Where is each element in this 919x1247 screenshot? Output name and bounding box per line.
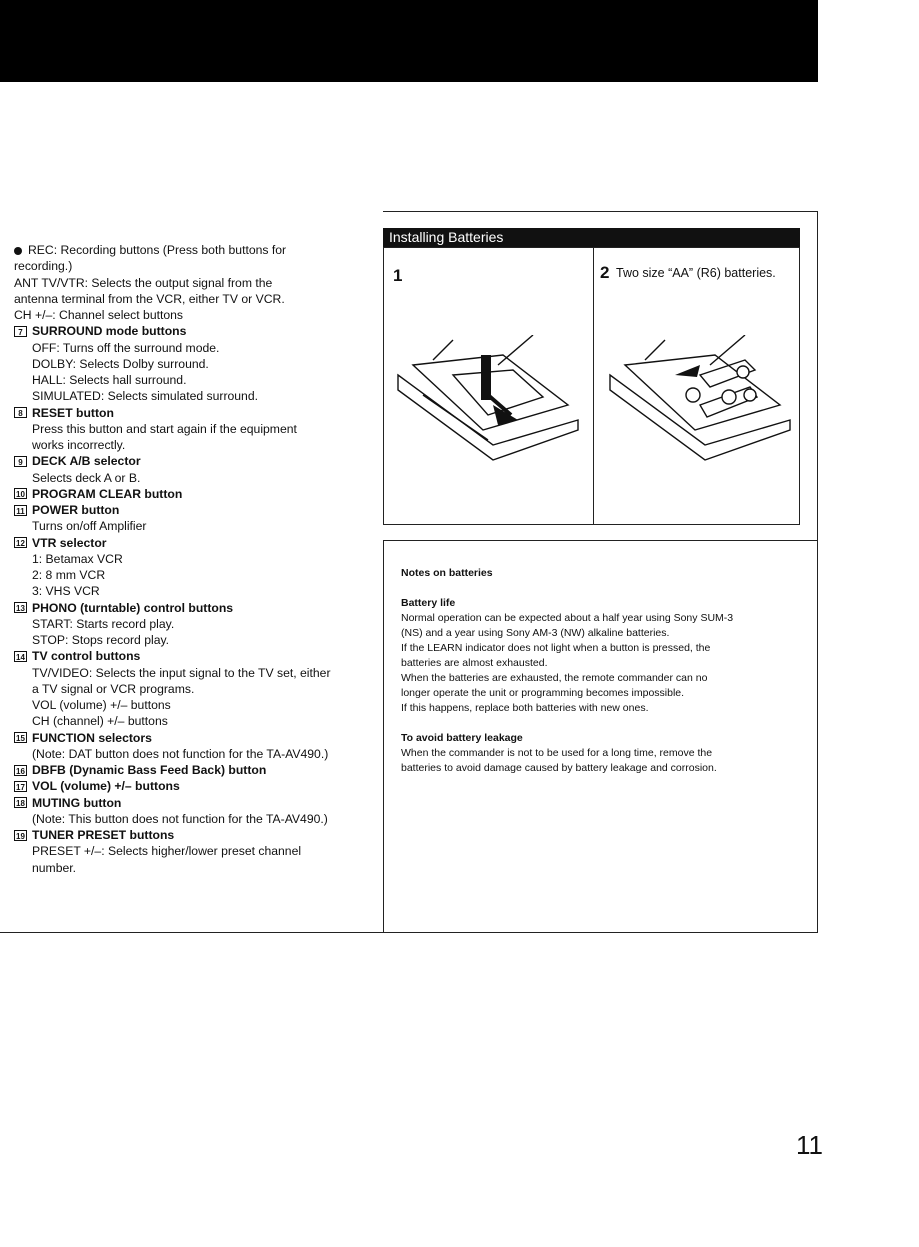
item-heading: 13 PHONO (turntable) control buttons [14,600,364,616]
item-number-badge: 14 [14,651,27,662]
column-divider [383,540,384,933]
item-heading: 12 VTR selector [14,535,364,551]
item-description-line: TV/VIDEO: Selects the input signal to the TV set, either [32,665,331,680]
item-description-line: Turns on/off Amplifier [32,519,147,534]
item-heading: 18 MUTING button [14,795,364,811]
page-number: 11 [796,1130,823,1160]
item-description-line: START: Starts record play. [32,616,175,631]
intro-line: REC: Recording buttons (Press both buttons for [14,242,364,258]
item-description-line: 3: VHS VCR [32,584,100,599]
remote-battery-cover-illustration [393,335,583,475]
item-description-line: VOL (volume) +/– buttons [32,698,171,712]
step-2-number: 2 [600,263,610,282]
installing-batteries-title: Installing Batteries [383,228,800,247]
note-line: If the LEARN indicator does not light when a button is pressed, the [401,642,711,654]
item-number-badge: 17 [14,781,27,792]
frame-right-line [817,211,818,933]
item-description-line: OFF: Turns off the surround mode. [32,340,220,355]
item-heading: 17 VOL (volume) +/– buttons [14,778,364,794]
item-description-line: CH (channel) +/– buttons [32,714,168,729]
item-number-badge: 7 [14,326,27,337]
item-description-line: 1: Betamax VCR [32,551,123,566]
item-description-line: PRESET +/–: Selects higher/lower preset channel [32,844,302,859]
step-1-number: 1 [393,266,403,285]
intro-line: ANT TV/VTR: Selects the output signal from the [14,275,273,290]
note-line: Normal operation can be expected about a half year using Sony SUM-3 [401,612,734,624]
intro-line: antenna terminal from the VCR, either TV or VCR. [14,291,285,306]
battery-minus-icon [744,389,756,401]
note-line: longer operate the unit or programming becomes impossible. [401,687,685,699]
item-description-line: STOP: Stops record play. [32,633,170,647]
item-description-line: (Note: DAT button does not function for the TA-AV490.) [32,746,329,761]
frame-bottom-line [0,932,818,933]
item-number-badge: 18 [14,797,27,808]
battery-life-heading: Battery life [401,597,456,609]
note-line: (NS) and a year using Sony AM-3 (NW) alkaline batteries. [401,627,670,639]
item-description-line: (Note: This button does not function for the TA-AV490.) [32,811,328,826]
item-description-line: DOLBY: Selects Dolby surround. [32,356,209,371]
item-description-line: 2: 8 mm VCR [32,568,106,582]
notes-on-batteries [401,566,801,776]
item-heading: 19 TUNER PRESET buttons [14,827,364,843]
bullet-icon [14,247,22,255]
item-number-badge: 8 [14,407,27,418]
item-number-badge: 11 [14,505,27,516]
note-line: When the batteries are exhausted, the remote commander can no [401,672,708,684]
item-description-line: Press this button and start again if the equipment [32,421,297,436]
item-description-line: Selects deck A or B. [32,470,141,485]
item-number-badge: 19 [14,830,27,841]
remote-buttons-description [14,242,364,876]
item-heading: 7 SURROUND mode buttons [14,323,364,339]
notes-heading: Notes on batteries [401,567,493,579]
intro-line: CH +/–: Channel select buttons [14,308,184,322]
item-description-line: HALL: Selects hall surround. [32,373,187,387]
item-number-badge: 15 [14,732,27,743]
item-description-line: works incorrectly. [32,438,126,452]
leakage-heading: To avoid battery leakage [401,732,523,744]
item-number-badge: 9 [14,456,27,467]
battery-insertion-illustration [605,335,795,475]
item-number-badge: 16 [14,765,27,776]
notes-top-line [383,540,818,541]
item-heading: 9 DECK A/B selector [14,453,364,469]
frame-top-line [383,211,818,212]
top-black-band [0,0,818,82]
item-heading: 14 TV control buttons [14,648,364,664]
step-2-text: Two size “AA” (R6) batteries. [616,266,776,280]
note-line: batteries to avoid damage caused by battery leakage and corrosion. [401,762,717,774]
item-heading: 11 POWER button [14,502,364,518]
item-heading: 8 RESET button [14,405,364,421]
note-line: When the commander is not to be used for a long time, remove the [401,747,713,759]
item-number-badge: 12 [14,537,27,548]
item-heading: 10 PROGRAM CLEAR button [14,486,364,502]
note-line: If this happens, replace both batteries with new ones. [401,702,649,714]
item-description-line: SIMULATED: Selects simulated surround. [32,389,259,404]
item-number-badge: 10 [14,488,27,499]
battery-plus-icon [722,390,736,404]
note-line: batteries are almost exhausted. [401,657,548,669]
intro-line: recording.) [14,259,73,274]
item-heading: 16 DBFB (Dynamic Bass Feed Back) button [14,762,364,778]
item-number-badge: 13 [14,602,27,613]
item-description-line: a TV signal or VCR programs. [32,681,195,696]
item-description-line: number. [32,860,77,875]
item-heading: 15 FUNCTION selectors [14,730,364,746]
